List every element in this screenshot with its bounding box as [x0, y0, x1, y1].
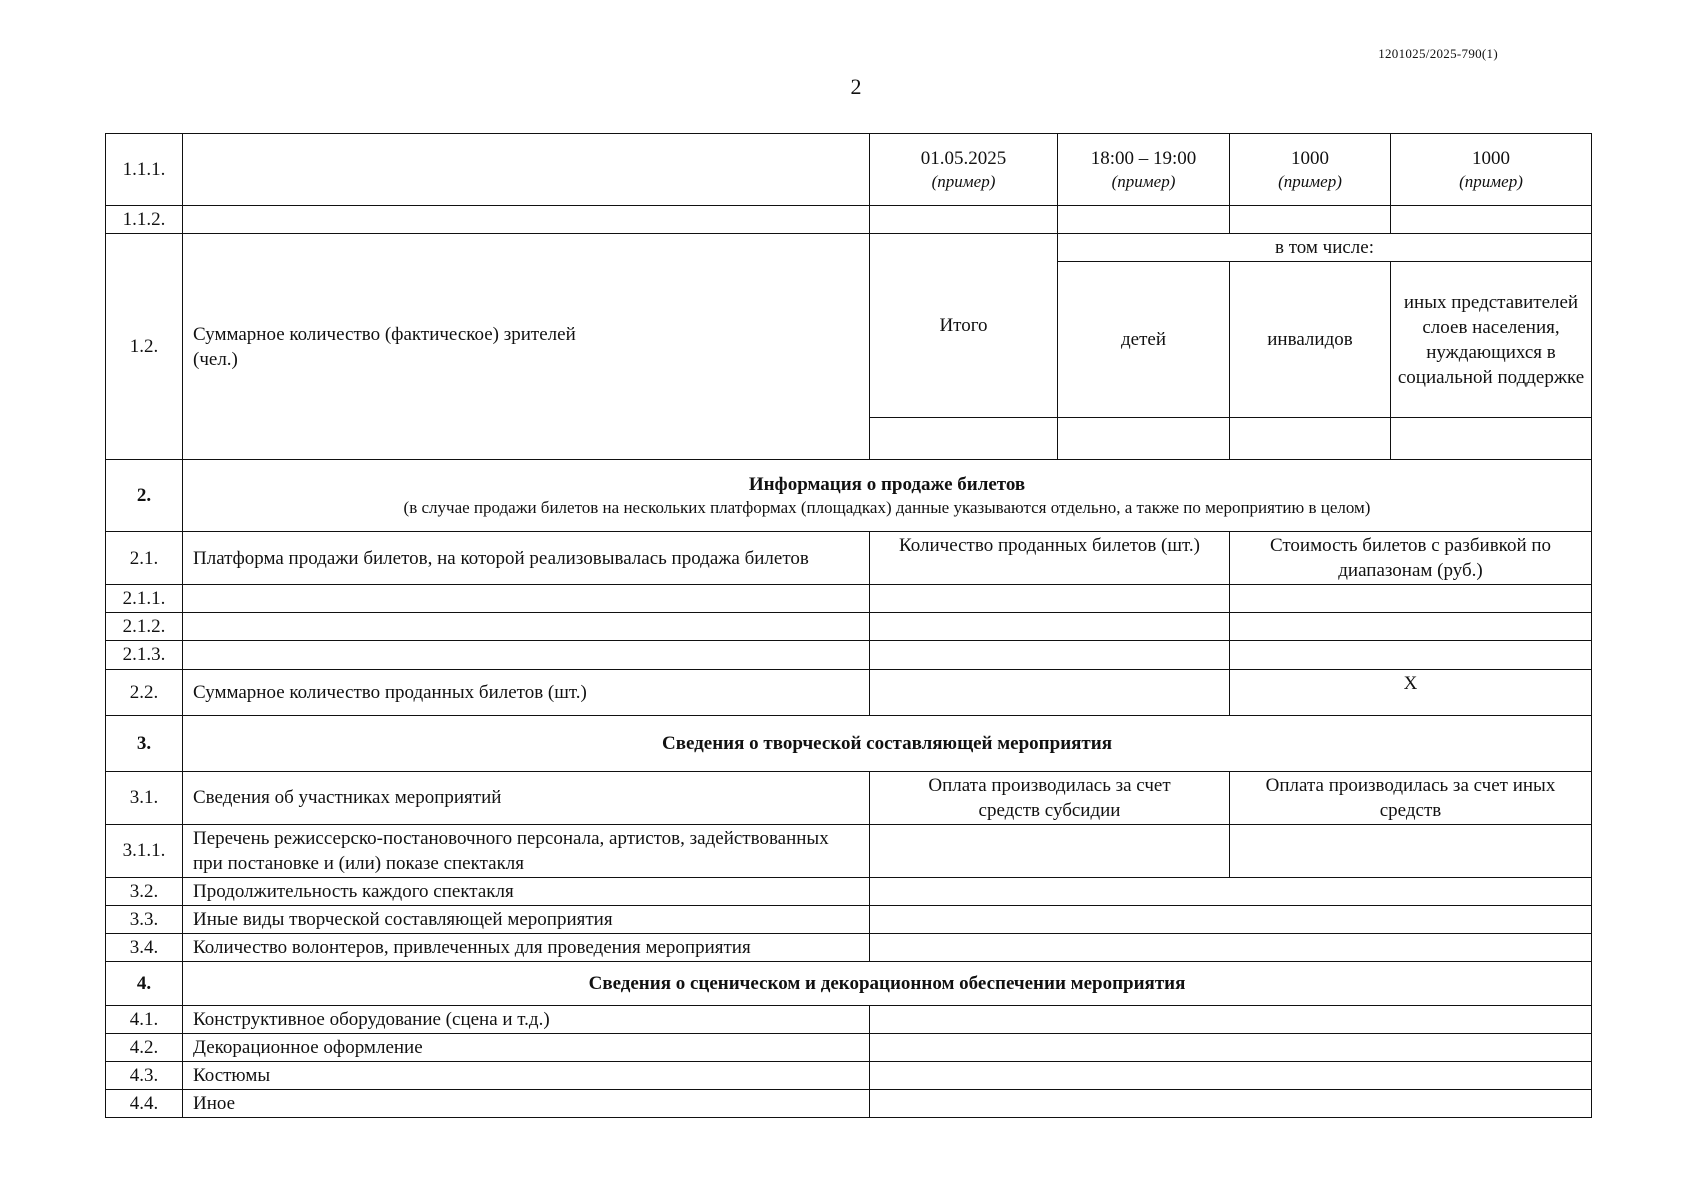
page-number: 2: [850, 74, 862, 99]
row-number: 3.3.: [106, 905, 183, 933]
empty-cell: [1230, 613, 1592, 641]
ticket-price-header: Стоимость билетов с разбивкой по диапазонам (руб.): [1230, 532, 1592, 585]
table-row: [106, 585, 1592, 613]
others-header: иных представителей слоев населения, нуждающихся в социальной поддержке: [1391, 262, 1592, 418]
label-line: Суммарное количество (фактическое) зрителей: [193, 323, 576, 345]
empty-cell: [1230, 641, 1592, 669]
empty-cell: [1230, 824, 1592, 877]
value-2: 1000: [1472, 147, 1510, 169]
section-number: 3.: [106, 715, 183, 771]
other-payment-header: Оплата производилась за счет иных средств: [1230, 771, 1592, 824]
section-subtitle: (в случае продажи билетов на нескольких платформах (площадках) данные указываются отдельно, а также по мероприятию в целом): [403, 497, 1371, 517]
example-note: (пример): [1459, 171, 1523, 191]
empty-cell: [1230, 206, 1391, 234]
row-number: 2.1.1.: [106, 585, 183, 613]
subsidy-payment-header: Оплата производилась за счет средств субсидии: [870, 771, 1230, 824]
section-heading: Информация о продаже билетов: [748, 473, 1026, 495]
empty-cell: [1391, 418, 1592, 460]
row-number: 2.2.: [106, 669, 183, 715]
empty-cell: [870, 1090, 1592, 1118]
table-row: [106, 824, 1592, 877]
volunteers-label: Количество волонтеров, привлеченных для проведения мероприятия: [183, 934, 870, 962]
total-tickets-label: Суммарное количество проданных билетов (шт.): [183, 669, 870, 715]
row-number: 1.1.1.: [106, 134, 183, 206]
table-row: [106, 641, 1592, 669]
empty-cell: [183, 641, 870, 669]
date-value: 01.05.2025: [920, 147, 1007, 169]
total-header: Итого: [870, 234, 1058, 418]
costumes-label: Костюмы: [183, 1062, 870, 1090]
decoration-label: Декорационное оформление: [183, 1034, 870, 1062]
report-table: [105, 133, 1592, 1118]
section-row: [106, 715, 1592, 771]
example-note: (пример): [1111, 171, 1176, 191]
equipment-label: Конструктивное оборудование (сцена и т.д.): [183, 1006, 870, 1034]
empty-cell: [870, 824, 1230, 877]
row-number: 3.4.: [106, 934, 183, 962]
empty-cell: [1230, 585, 1592, 613]
row-number: 3.2.: [106, 877, 183, 905]
row-number: 4.3.: [106, 1062, 183, 1090]
total-viewers-label: [183, 234, 870, 460]
empty-cell: [870, 934, 1592, 962]
row-number: 1.1.2.: [106, 206, 183, 234]
table-row: [106, 1006, 1592, 1034]
row-number: 4.2.: [106, 1034, 183, 1062]
row-number: 4.4.: [106, 1090, 183, 1118]
row-number: 1.2.: [106, 234, 183, 460]
section-title: [183, 460, 1592, 532]
including-header: в том числе:: [1058, 234, 1592, 262]
table-row: [106, 877, 1592, 905]
value-1: 1000: [1291, 147, 1329, 169]
example-value-1: [1230, 134, 1391, 206]
example-note: (пример): [931, 171, 996, 191]
empty-cell: [1230, 418, 1391, 460]
not-applicable-mark: X: [1230, 669, 1592, 715]
empty-cell: [183, 585, 870, 613]
duration-label: Продолжительность каждого спектакля: [183, 877, 870, 905]
label-line: (чел.): [193, 348, 238, 370]
participants-label: Сведения об участниках мероприятий: [183, 771, 870, 824]
empty-cell: [1391, 206, 1592, 234]
example-note: (пример): [1278, 171, 1342, 191]
other-label: Иное: [183, 1090, 870, 1118]
section-title: Сведения о сценическом и декорационном обеспечении мероприятия: [183, 962, 1592, 1006]
table-row: [106, 613, 1592, 641]
table-row: [106, 1034, 1592, 1062]
table-row: [106, 669, 1592, 715]
empty-cell: [870, 206, 1058, 234]
table-row: [106, 905, 1592, 933]
empty-cell: [1058, 418, 1230, 460]
empty-cell: [870, 877, 1592, 905]
row-number: 3.1.: [106, 771, 183, 824]
document-number: 1201025/2025-790(1): [1378, 46, 1498, 61]
empty-cell: [870, 905, 1592, 933]
empty-cell: [870, 1034, 1592, 1062]
empty-cell: [870, 613, 1230, 641]
table-row: [106, 206, 1592, 234]
empty-cell: [183, 134, 870, 206]
row-number: 4.1.: [106, 1006, 183, 1034]
row-number: 3.1.1.: [106, 824, 183, 877]
empty-cell: [870, 418, 1058, 460]
children-header: детей: [1058, 262, 1230, 418]
disabled-header: инвалидов: [1230, 262, 1391, 418]
section-row: [106, 962, 1592, 1006]
empty-cell: [870, 1006, 1592, 1034]
section-number: 2.: [106, 460, 183, 532]
empty-cell: [1058, 206, 1230, 234]
empty-cell: [870, 669, 1230, 715]
section-row: [106, 460, 1592, 532]
empty-cell: [183, 613, 870, 641]
example-time: [1058, 134, 1230, 206]
section-title: Сведения о творческой составляющей мероприятия: [183, 715, 1592, 771]
table-row: [106, 532, 1592, 585]
section-number: 4.: [106, 962, 183, 1006]
row-number: 2.1.: [106, 532, 183, 585]
table-row: [106, 1062, 1592, 1090]
empty-cell: [870, 641, 1230, 669]
example-value-2: [1391, 134, 1592, 206]
table-row: [106, 771, 1592, 824]
row-number: 2.1.2.: [106, 613, 183, 641]
empty-cell: [870, 585, 1230, 613]
table-row: [106, 234, 1592, 262]
empty-cell: [870, 1062, 1592, 1090]
time-value: 18:00 – 19:00: [1090, 147, 1197, 169]
row-number: 2.1.3.: [106, 641, 183, 669]
tickets-sold-header: Количество проданных билетов (шт.): [870, 532, 1230, 585]
example-date: [870, 134, 1058, 206]
table-row: [106, 134, 1592, 206]
table-row: [106, 934, 1592, 962]
other-creative-label: Иные виды творческой составляющей мероприятия: [183, 905, 870, 933]
table-row: [106, 1090, 1592, 1118]
staff-list-label: Перечень режиссерско-постановочного персонала, артистов, задействованных при постановке и (или) показе спектакля: [183, 824, 870, 877]
empty-cell: [183, 206, 870, 234]
platform-label: Платформа продажи билетов, на которой реализовывалась продажа билетов: [183, 532, 870, 585]
